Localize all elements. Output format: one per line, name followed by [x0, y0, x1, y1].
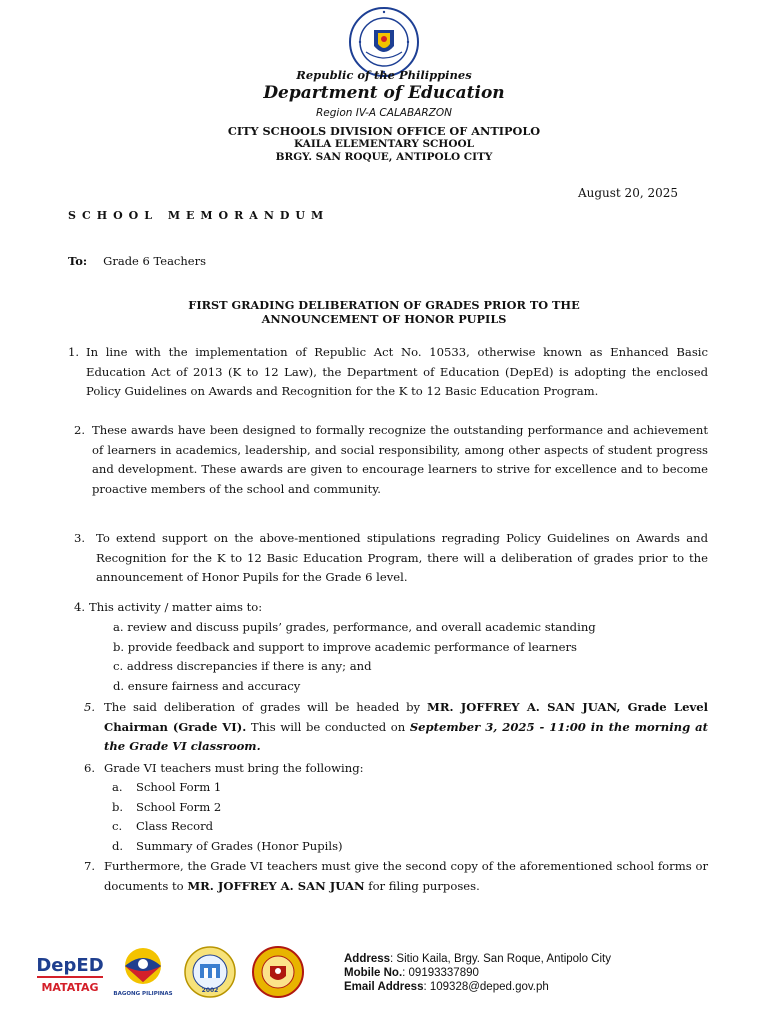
item-5: [84, 698, 708, 757]
item-text: This activity / matter aims to:: [89, 600, 263, 614]
sub-letter: b.: [112, 799, 124, 814]
school-seal-icon: [246, 946, 310, 998]
memo-title-line-2: ANNOUNCEMENT OF HONOR PUPILS: [261, 312, 507, 326]
item-2: [74, 421, 708, 499]
footer-email: [344, 980, 611, 994]
republic-line: Republic of the Philippines: [296, 68, 472, 82]
sub-item: [112, 798, 343, 818]
sub-text: School Form 1: [136, 780, 222, 794]
sub-item: d. ensure fairness and accuracy: [113, 678, 301, 693]
item-number: 1.: [68, 345, 80, 359]
bagong-pilipinas-icon: [113, 946, 173, 998]
item-5-text-c: This will be conducted on: [246, 719, 410, 734]
item-7: [84, 857, 708, 896]
item-4: [74, 598, 708, 618]
matatag-wordmark: MATATAG: [41, 981, 99, 994]
chairman-name: MR. JOFFREY A. SAN JUAN: [187, 878, 365, 893]
sub-item: b. provide feedback and support to improve academic performance of learners: [113, 639, 577, 654]
region-line: Region IV-A CALABARZON: [316, 107, 452, 119]
division-line: CITY SCHOOLS DIVISION OFFICE OF ANTIPOLO: [227, 124, 541, 138]
mobile-value: : 09193337890: [402, 967, 479, 979]
memo-date: August 20, 2025: [577, 186, 678, 200]
school-seal-logo: [246, 946, 310, 998]
deliberation-schedule: September 3, 2025 - 11:00 in the morning at the Grade VI classroom.: [104, 719, 709, 753]
item-number: 2.: [74, 423, 86, 437]
item-7-text-c: for filing purposes.: [364, 878, 480, 893]
deped-wordmark: DepED: [36, 955, 104, 976]
sub-item: a. review and discuss pupils’ grades, performance, and overall academic standing: [113, 620, 596, 634]
address-label: Address: [344, 953, 391, 965]
sub-text: School Form 2: [136, 799, 222, 814]
item-6-sublist: [112, 778, 343, 856]
email-value: : 109328@deped.gov.ph: [423, 981, 549, 993]
to-recipient: Grade 6 Teachers: [103, 254, 206, 268]
item-text: These awards have been designed to formally recognize the outstanding performance and achievement of learners in academics, leadership, and social responsibility, among other aspects of student progress and development. These awards are given to encourage learners to strive for excellence and to become proactive members of the school and community.: [92, 423, 708, 496]
deped-matatag-logo: [34, 950, 106, 996]
division-seal-logo: [178, 946, 242, 998]
sub-item: [112, 817, 343, 837]
item-text: Grade VI teachers must bring the following:: [104, 761, 364, 775]
division-seal-icon: [178, 946, 242, 998]
item-text: [84, 857, 708, 896]
deped-logo-icon: [34, 950, 106, 996]
sub-letter: a.: [112, 780, 123, 794]
item-number: 4.: [74, 600, 86, 614]
item-6: [84, 759, 708, 779]
item-7-text-a: Furthermore, the Grade VI teachers must give the second copy of the aforementioned school forms or documents to: [104, 859, 708, 893]
item-4-sublist: [113, 618, 596, 696]
footer-mobile: [344, 966, 611, 980]
item-1: [68, 343, 708, 402]
item-3: [74, 529, 708, 588]
item-number: 7.: [84, 859, 96, 873]
item-text: In line with the implementation of Republic Act No. 10533, otherwise known as Enhanced Basic Education Act of 2013 (K to 12 Law), the Department of Education (DepEd) is adopting the enclosed Policy Guidelines on Awards and Recognition for the K to 12 Basic Education Program.: [86, 345, 708, 398]
footer-address: [344, 952, 611, 966]
email-label: Email Address: [344, 981, 424, 993]
to-line: [68, 254, 206, 268]
item-text: [84, 698, 708, 757]
bagong-pilipinas-text: BAGONG PILIPINAS: [113, 991, 173, 997]
school-address: BRGY. SAN ROQUE, ANTIPOLO CITY: [275, 151, 493, 163]
sub-letter: c.: [112, 819, 123, 833]
item-5-text-a: The said deliberation of grades will be headed by: [104, 700, 428, 714]
memo-label: SCHOOL MEMORANDUM: [68, 209, 330, 222]
sub-text: Summary of Grades (Honor Pupils): [136, 838, 343, 853]
sub-letter: d.: [112, 838, 124, 853]
sub-text: Class Record: [136, 819, 214, 833]
school-name: KAILA ELEMENTARY SCHOOL: [293, 138, 475, 150]
chairman-name: MR. JOFFREY A. SAN JUAN, Grade Level Chairman (Grade VI).: [104, 700, 708, 734]
sub-item: [112, 778, 343, 798]
item-number: 3.: [74, 531, 86, 545]
sub-item: [112, 837, 343, 857]
memo-title: [0, 298, 768, 326]
bagong-pilipinas-logo: [113, 946, 173, 998]
item-text: To extend support on the above-mentioned stipulations regrading Policy Guidelines on Awards and Recognition for the K to 12 Basic Education Program, there will a deliberation of grades prior to the announcement of Honor Pupils for the Grade 6 level.: [96, 531, 708, 584]
address-value: : Sitio Kaila, Brgy. San Roque, Antipolo City: [390, 953, 611, 965]
item-number: 6.: [84, 761, 96, 775]
mobile-label: Mobile No.: [344, 967, 403, 979]
sub-item: c. address discrepancies if there is any; and: [113, 659, 372, 673]
division-seal-year: 2002: [201, 987, 219, 994]
department-name: Department of Education: [263, 83, 505, 103]
item-number: 5.: [84, 700, 96, 714]
footer-contact: [344, 952, 611, 994]
to-label: To:: [68, 254, 88, 268]
memo-title-line-1: FIRST GRADING DELIBERATION OF GRADES PRIOR TO THE: [188, 298, 580, 312]
